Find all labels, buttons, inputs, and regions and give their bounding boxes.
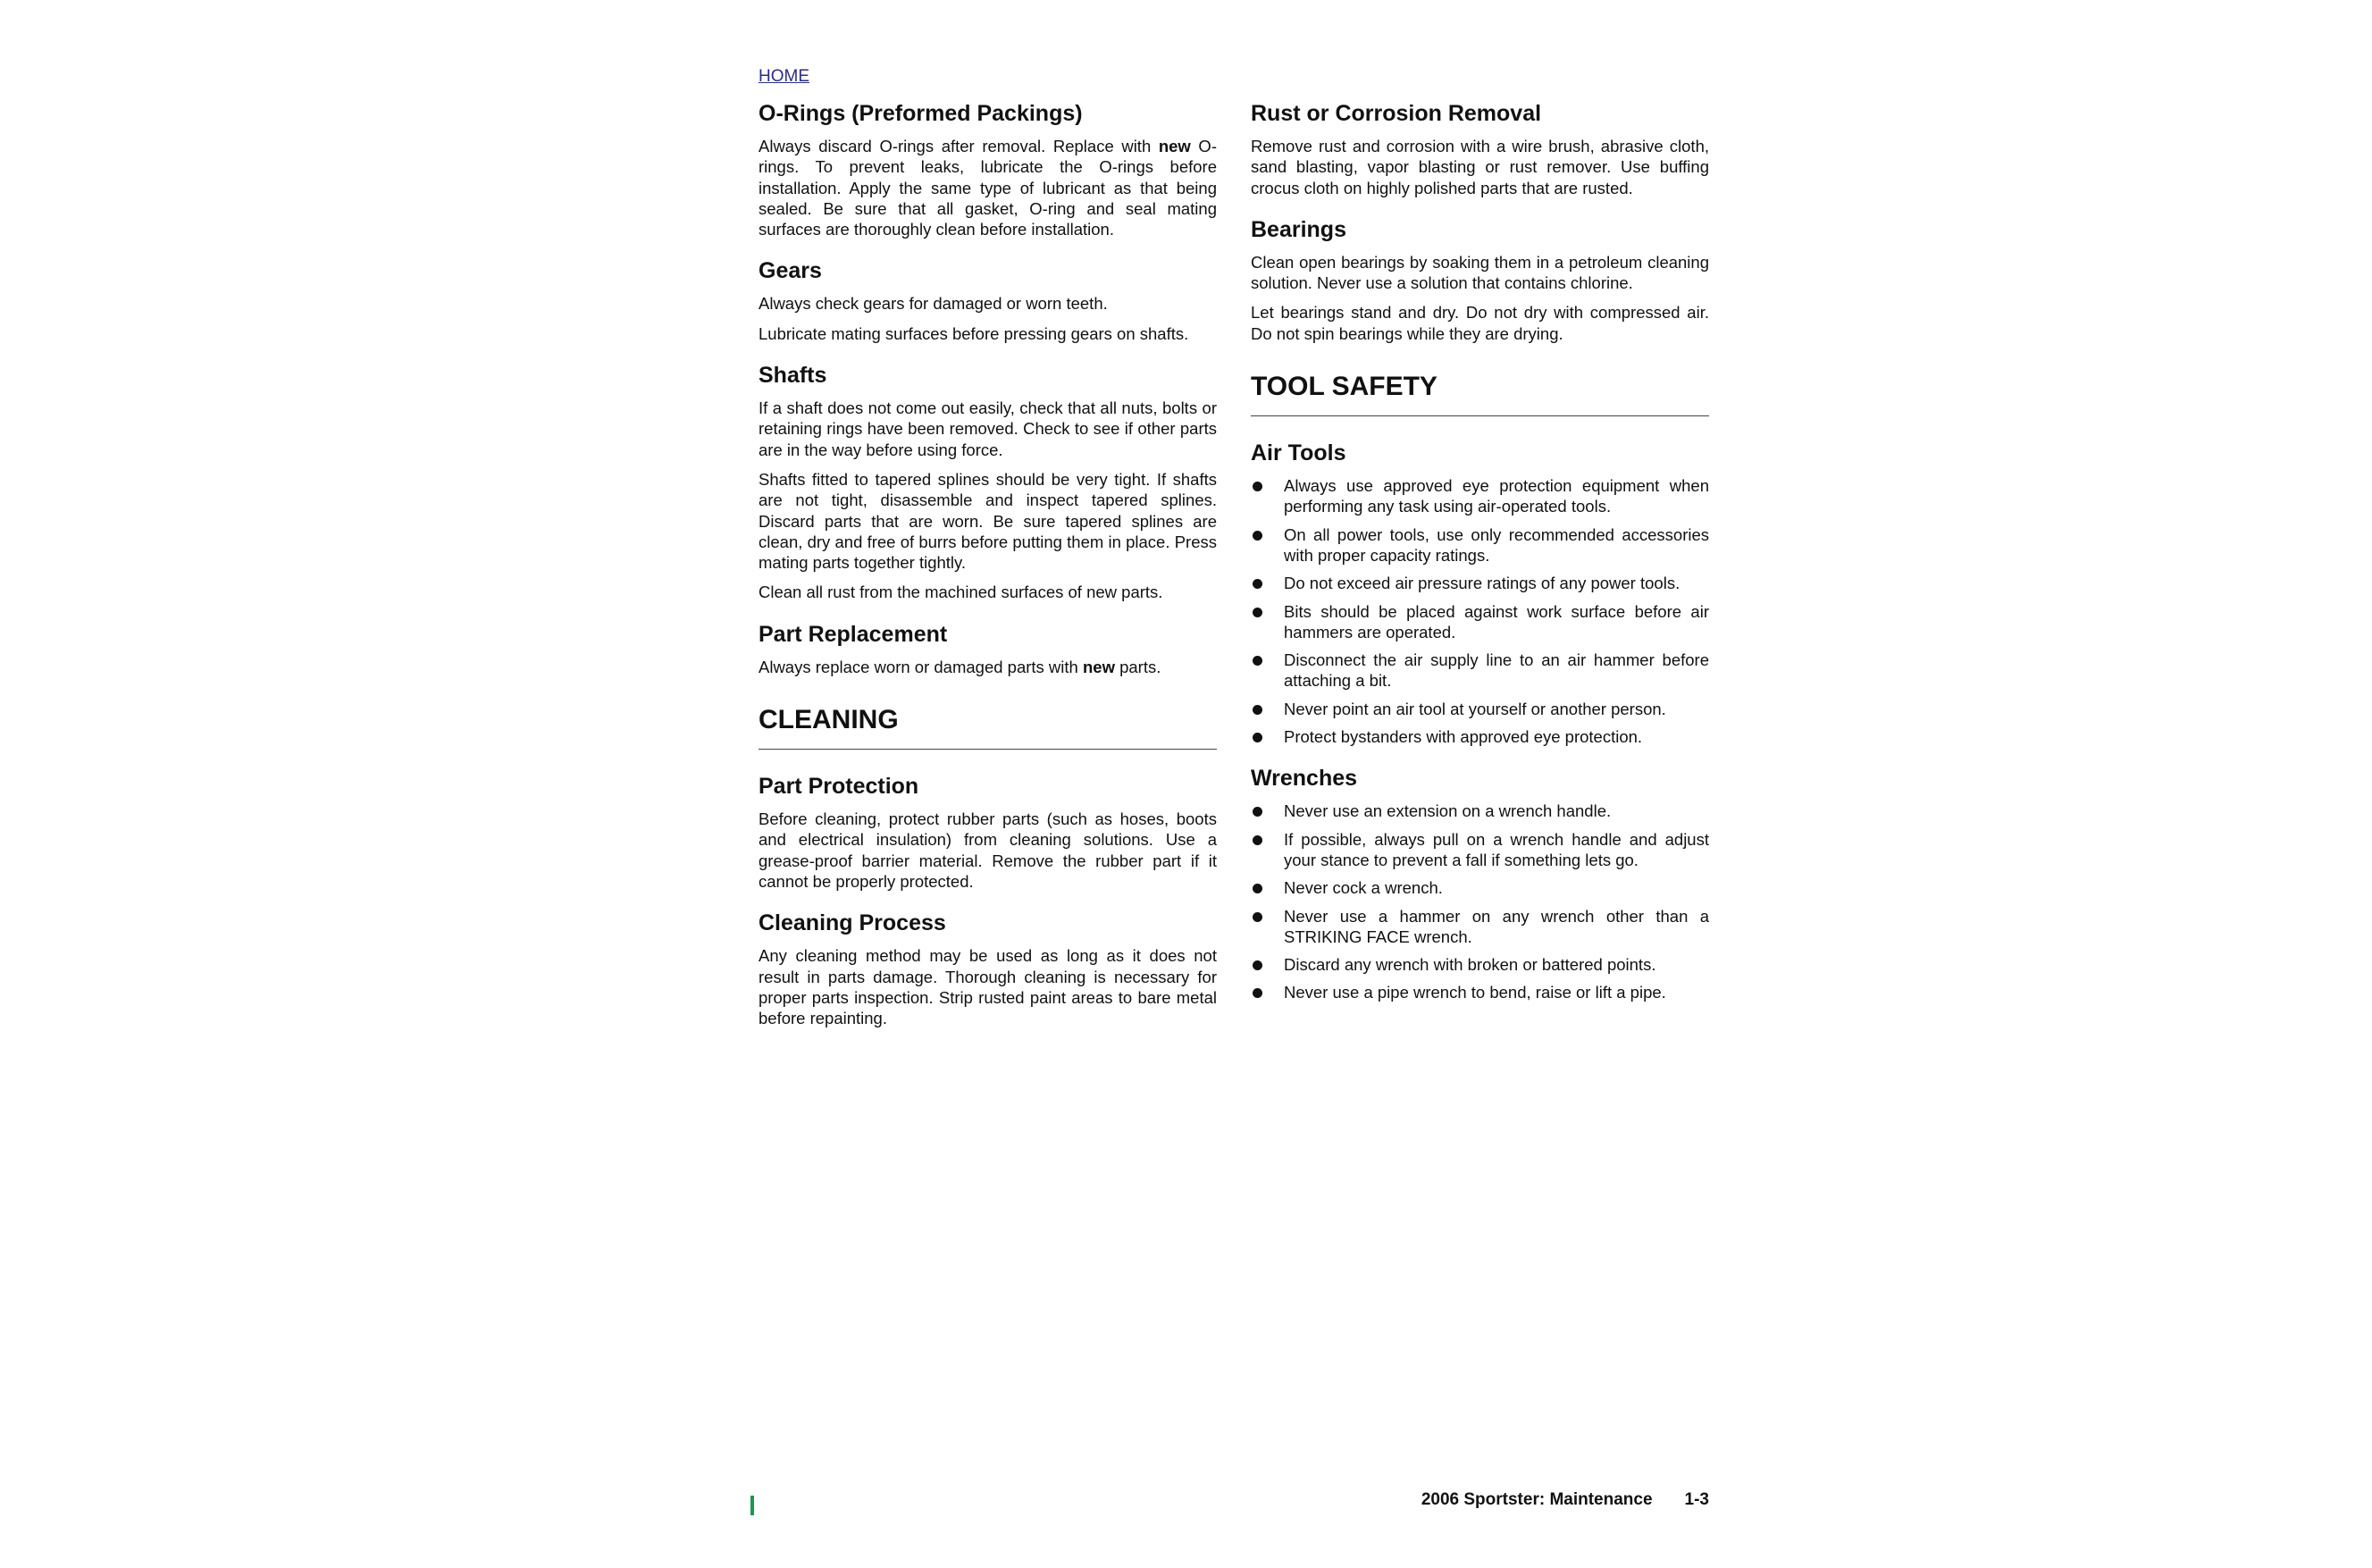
list-item: Disconnect the air supply line to an air hammer before attaching a bit. — [1251, 650, 1709, 692]
wrenches-heading: Wrenches — [1251, 766, 1358, 792]
bullet-icon — [1253, 988, 1262, 998]
list-item: Discard any wrench with broken or battered points. — [1251, 954, 1709, 975]
bullet-icon — [1253, 912, 1262, 922]
bullet-icon — [1253, 531, 1262, 541]
list-item: Never use a pipe wrench to bend, raise or lift a pipe. — [1251, 982, 1709, 1002]
part-replacement-paragraph: Always replace worn or damaged parts with new parts. — [759, 657, 1161, 676]
left-column — [759, 100, 1217, 1037]
bullet-icon — [1253, 705, 1262, 715]
list-item: Bits should be placed against work surface before air hammers are operated. — [1251, 601, 1709, 643]
bullet-icon — [1253, 608, 1262, 617]
orings-heading: O-Rings (Preformed Packings) — [759, 101, 1083, 126]
list-item: On all power tools, use only recommended accessories with proper capacity ratings. — [1251, 524, 1709, 566]
bullet-icon — [1253, 733, 1262, 742]
right-column — [1251, 100, 1709, 1012]
orings-paragraph: Always discard O-rings after removal. Replace with new O-rings. To prevent leaks, lubricate the O-rings before installation. Apply the same type of lubricant as that being sealed. Be sure that all gasket, O-ring and seal mating surfaces are thoroughly clean before installation. — [759, 137, 1217, 239]
list-item: Never cock a wrench. — [1251, 877, 1709, 898]
wrenches-list — [1251, 801, 1709, 1002]
home-link[interactable]: HOME — [759, 67, 809, 86]
bullet-icon — [1253, 835, 1262, 845]
shafts-heading: Shafts — [759, 363, 827, 389]
gears-paragraph-1: Always check gears for damaged or worn teeth. — [759, 294, 1108, 314]
gears-paragraph-2: Lubricate mating surfaces before pressing gears on shafts. — [759, 323, 1189, 343]
page-number: 1-3 — [1684, 1490, 1709, 1509]
part-protection-heading: Part Protection — [759, 774, 919, 800]
tool-safety-section-title: TOOL SAFETY — [1251, 371, 1709, 416]
bearings-heading: Bearings — [1251, 216, 1346, 242]
list-item: Always use approved eye protection equipment when performing any task using air-operated tools. — [1251, 475, 1709, 517]
list-item: Protect bystanders with approved eye protection. — [1251, 726, 1709, 747]
cleaning-process-paragraph: Any cleaning method may be used as long as it does not result in parts damage. Thorough cleaning is necessary for proper parts inspection. Strip rusted paint areas to bare metal before repainting. — [759, 946, 1217, 1028]
bullet-icon — [1253, 884, 1262, 893]
part-protection-paragraph: Before cleaning, protect rubber parts (such as hoses, boots and electrical insulation) from cleaning solutions. Use a grease-proof barrier material. Remove the rubber part if it cannot be properly protected. — [759, 809, 1217, 891]
rust-heading: Rust or Corrosion Removal — [1251, 101, 1542, 126]
cleaning-section-title: CLEANING — [759, 704, 1217, 750]
shafts-paragraph-2: Shafts fitted to tapered splines should be very tight. If shafts are not tight, disassemble and inspect tapered splines. Discard parts that are worn. Be sure tapered splines are clean, dry and free of burrs before putting them in place. Press mating parts together tightly. — [759, 469, 1217, 573]
page-footer — [1251, 1490, 1709, 1510]
bullet-icon — [1253, 656, 1262, 666]
gears-heading: Gears — [759, 258, 822, 284]
footer-title: 2006 Sportster: Maintenance — [1421, 1490, 1653, 1509]
air-tools-list — [1251, 475, 1709, 747]
list-item: Do not exceed air pressure ratings of any power tools. — [1251, 573, 1709, 593]
part-replacement-heading: Part Replacement — [759, 621, 948, 647]
rust-paragraph: Remove rust and corrosion with a wire brush, abrasive cloth, sand blasting, vapor blasting or rust remover. Use buffing crocus cloth on highly polished parts that are rusted. — [1251, 137, 1709, 197]
shafts-paragraph-1: If a shaft does not come out easily, check that all nuts, bolts or retaining rings have been removed. Check to see if other parts are in the way before using force. — [759, 398, 1217, 459]
bullet-icon — [1253, 807, 1262, 817]
page-edge-marker — [750, 1496, 754, 1515]
list-item: Never use a hammer on any wrench other than a STRIKING FACE wrench. — [1251, 906, 1709, 948]
cleaning-process-heading: Cleaning Process — [759, 910, 946, 936]
air-tools-heading: Air Tools — [1251, 440, 1346, 466]
bearings-paragraph-2: Let bearings stand and dry. Do not dry with compressed air. Do not spin bearings while they are drying. — [1251, 303, 1709, 343]
bullet-icon — [1253, 960, 1262, 970]
bearings-paragraph-1: Clean open bearings by soaking them in a petroleum cleaning solution. Never use a solution that contains chlorine. — [1251, 252, 1709, 293]
shafts-paragraph-3: Clean all rust from the machined surfaces of new parts. — [759, 583, 1163, 602]
bullet-icon — [1253, 579, 1262, 589]
list-item: If possible, always pull on a wrench handle and adjust your stance to prevent a fall if something lets go. — [1251, 829, 1709, 871]
bullet-icon — [1253, 482, 1262, 491]
list-item: Never use an extension on a wrench handle. — [1251, 801, 1709, 821]
list-item: Never point an air tool at yourself or another person. — [1251, 699, 1709, 719]
